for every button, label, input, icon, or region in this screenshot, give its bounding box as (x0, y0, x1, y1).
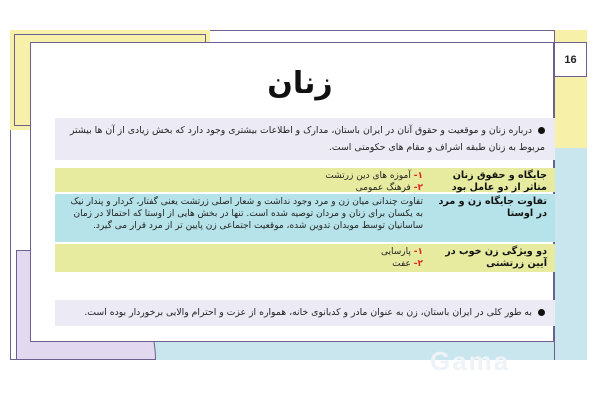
summary-paragraph (55, 300, 555, 326)
intro-text: درباره زنان و موقعیت و حقوق آنان در ایران باستان، مدارک و اطلاعات بیشتری وجود دارد که بخش زیادی از آن ها بیشتر مربوط به زنان طبقه اشراف و مقام های حکومتی است. (70, 125, 545, 153)
slide-title: زنان (267, 66, 333, 101)
intro-paragraph (55, 118, 555, 160)
table-row (55, 168, 555, 192)
item-number: ۱- (413, 171, 423, 181)
item-number: ۱- (413, 247, 423, 257)
summary-text: به طور کلی در ایران باستان، زن به عنوان مادر و کدبانوی خانه، همواره از عزت و احترام والایی برخوردار بوده است. (84, 307, 532, 318)
row-content (63, 170, 423, 194)
row-content: تفاوت چندانی میان زن و مرد وجود نداشت و شعار اصلی زرتشت یعنی گفتار، کردار و پندار نیک به یکسان برای زنان و مردان توصیه شده است. تنها در بخش هایی از اوستا که احتمالا در زمان ساسانیان توسط موبدان تدوین شده، موقعیت اجتماعی زن پایین تر از مرد قرار می گیرد. (70, 197, 423, 231)
item-text: پارسایی (380, 247, 411, 257)
bullet-icon (538, 309, 545, 316)
item-text: عفت (392, 259, 411, 269)
table-row (55, 194, 555, 242)
row-label: تفاوت جایگاه زن و مرد در اوستا (438, 196, 547, 219)
decorative-blue-strip (554, 148, 587, 360)
row-label: جایگاه و حقوق زنان متاثر از دو عامل بود (451, 170, 547, 193)
watermark-logo: Gama (430, 346, 511, 376)
row-content (63, 246, 423, 270)
table-row (55, 244, 555, 272)
item-text: فرهنگ عمومی (355, 183, 411, 193)
list-item (63, 258, 423, 270)
list-item (63, 170, 423, 182)
bullet-icon (538, 127, 545, 134)
row-label: دو ویژگی زن خوب در آیین زرتشتی (445, 246, 547, 269)
item-number: ۲- (413, 183, 423, 193)
page-number: 16 (554, 42, 587, 77)
item-text: آموزه های دین زرتشت (325, 171, 411, 181)
item-number: ۲- (413, 259, 423, 269)
list-item (63, 182, 423, 194)
list-item (63, 246, 423, 258)
